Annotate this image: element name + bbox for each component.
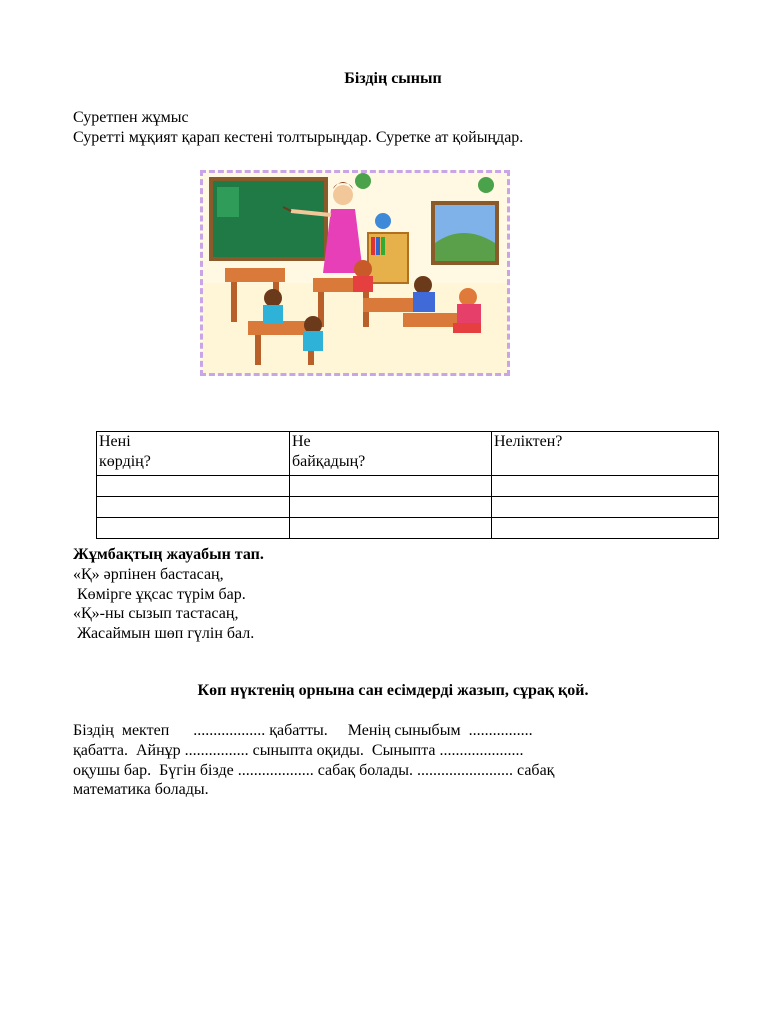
table-row	[97, 476, 719, 497]
riddle-line: Көмірге ұқсас түрім бар.	[73, 586, 246, 603]
table-cell[interactable]	[290, 497, 492, 518]
task2-line: математика болады.	[73, 781, 209, 798]
task2-title: Көп нүктенің орнына сан есімдерді жазып, сұрақ қой.	[197, 682, 589, 699]
riddle-line: «Қ»-ны сызып тастасаң,	[73, 605, 239, 622]
task2-line: оқушы бар. Бүгін бізде ................... сабақ болады. ........................ сабақ	[73, 762, 555, 779]
header-line: Неліктен?	[494, 433, 563, 450]
section-instruction: Суретті мұқият қарап кестені толтырыңдар. Суретке ат қойыңдар.	[73, 129, 524, 146]
table-header-row	[97, 432, 719, 476]
header-line: Нені	[99, 433, 131, 450]
table-header-cell	[290, 432, 492, 476]
task2-line: қабатта. Айнұр ................ сыныпта оқиды. Сыныпта .....................	[73, 742, 524, 759]
riddle-line: Жасаймын шөп гүлін бал.	[73, 625, 255, 642]
observation-table	[96, 431, 719, 539]
table-cell[interactable]	[97, 497, 290, 518]
table-cell[interactable]	[492, 476, 719, 497]
table-cell[interactable]	[97, 518, 290, 539]
table-row	[97, 518, 719, 539]
table-cell[interactable]	[97, 476, 290, 497]
riddle-title: Жұмбақтың жауабын тап.	[73, 546, 264, 563]
header-line: көрдің?	[99, 453, 151, 470]
table-header-cell	[492, 432, 719, 476]
page-title: Біздің сынып	[344, 70, 442, 87]
table-row	[97, 497, 719, 518]
header-line: Не	[292, 433, 311, 450]
classroom-illustration	[200, 170, 510, 376]
table-header-cell	[97, 432, 290, 476]
table-cell[interactable]	[290, 476, 492, 497]
riddle-line: «Қ» әрпінен бастасаң,	[73, 566, 224, 583]
section-heading: Суретпен жұмыс	[73, 109, 189, 126]
table-cell[interactable]	[290, 518, 492, 539]
header-line: байқадың?	[292, 453, 366, 470]
table-cell[interactable]	[492, 497, 719, 518]
classroom-picture	[203, 173, 507, 373]
task2-line: Біздің мектеп .................. қабатты. Менің сыныбым ................	[73, 722, 533, 739]
table-cell[interactable]	[492, 518, 719, 539]
